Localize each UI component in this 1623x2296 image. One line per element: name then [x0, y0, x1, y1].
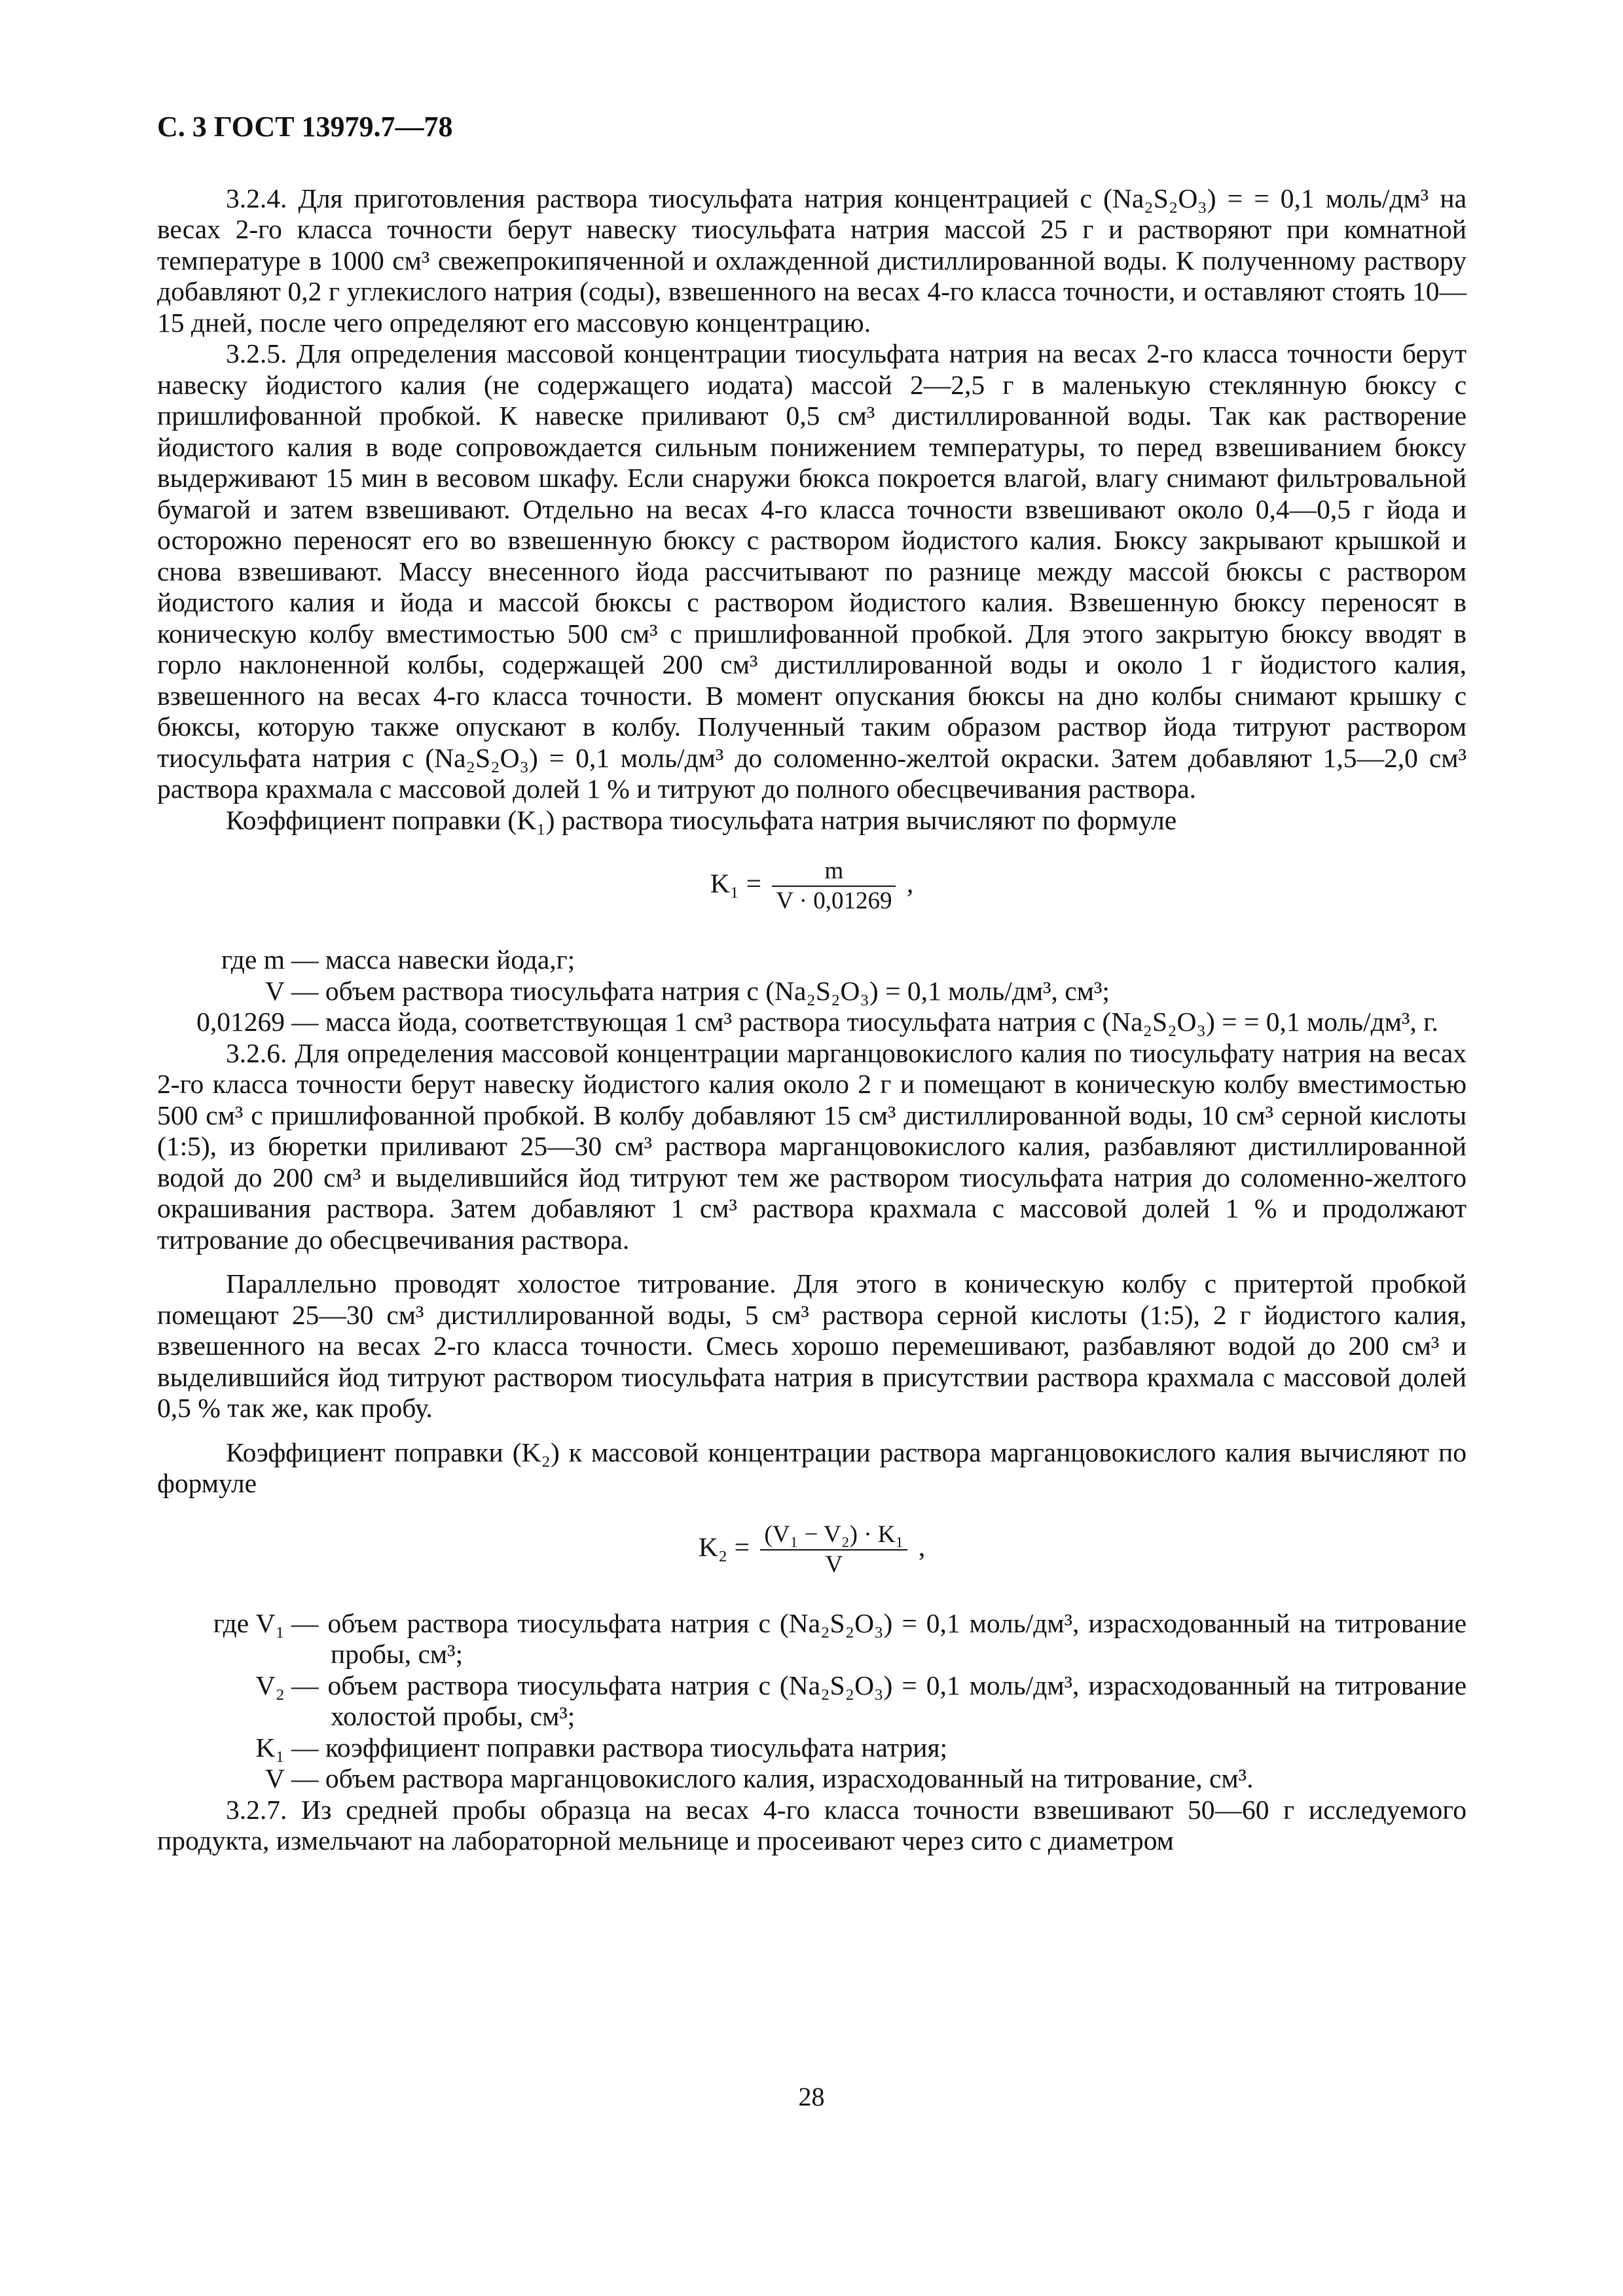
definition-text: — объем раствора тиосульфата натрия c (Na₂S₂O₃) = 0,1 моль/дм³, см³;: [291, 975, 1110, 1006]
formula-k1: [157, 857, 1467, 916]
formula-k1-lhs: K₁ =: [710, 868, 761, 899]
formula-k2-fraction: [760, 1520, 907, 1579]
formula-k1-numerator: m: [772, 857, 896, 887]
page-header: С. 3 ГОСТ 13979.7—78: [157, 111, 453, 143]
paragraph-3-2-6: 3.2.6. Для определения массовой концентрации марганцовокислого калия по тиосульфату натрия на весах 2-го класса точности берут навеску йодистого калия около 2 г и помещают в коническую колбу вместимостью 500 см³ с пришлифованной пробкой. В колбу добавляют 15 см³ дистиллированной воды, 10 см³ серной кислоты (1:5), из бюретки приливают 25—30 см³ раствора марганцовокислого калия, разбавляют дистиллированной водой до 200 см³ и выделившийся йод титруют тем же раствором тиосульфата натрия до соломенно-желтого окрашивания раствора. Затем добавляют 1 см³ раствора крахмала с массовой долей 1 % и продолжают титрование до обесцвечивания раствора.: [157, 1037, 1467, 1255]
paragraph-3-2-4: 3.2.4. Для приготовления раствора тиосульфата натрия концентрацией c (Na₂S₂O₃) = = 0,1 моль/дм³ на весах 2-го класса точности берут навеску тиосульфата натрия массой 25 г и растворяют при комнатной температуре в 1000 см³ свежепрокипяченной и охлажденной дистиллированной воды. К полученному раствору добавляют 0,2 г углекислого натрия (соды), взвешенного на весах 4-го класса точности, и оставляют стоять 10—15 дней, после чего определяют его массовую концентрацию.: [157, 183, 1467, 338]
paragraph-3-2-7: 3.2.7. Из средней пробы образца на весах 4-го класса точности взвешивают 50—60 г исследуемого продукта, измельчают на лабораторной мельнице и просеивают через сито с диаметром: [157, 1794, 1467, 1856]
paragraph-k1-intro: Коэффициент поправки (K₁) раствора тиосульфата натрия вычисляют по формуле: [226, 804, 1177, 835]
formula-k2-denominator: V: [825, 1551, 843, 1578]
definition-text: — объем раствора тиосульфата натрия c (Na₂S₂O₃) = 0,1 моль/дм³, израсходованный на титрование пробы, см³;: [291, 1607, 1467, 1669]
formula-k1-definitions: [157, 944, 1467, 1038]
page-number: 28: [798, 2082, 825, 2111]
definition-term: K₁: [255, 1732, 285, 1763]
formula-k2-definitions: [157, 1608, 1467, 1795]
formula-k1-tail: ,: [906, 868, 914, 899]
definition-term: 0,01269: [196, 1007, 285, 1037]
paragraph-3-2-5: 3.2.5. Для определения массовой концентрации тиосульфата натрия на весах 2-го класса точности берут навеску йодистого калия (не содержащего иодата) массой 2—2,5 г в маленькую стеклянную бюксу с пришлифованной пробкой. К навеске приливают 0,5 см³ дистиллированной воды. Так как растворение йодистого калия в воде сопровождается сильным понижением температуры, то перед взвешиванием бюксу выдерживают 15 мин в весовом шкафу. Если снаружи бюкса покроется влагой, влагу снимают фильтровальной бумагой и затем взвешивают. Отдельно на весах 4-го класса точности взвешивают около 0,4—0,5 г йода и осторожно переносят его во взвешенную бюксу с раствором йодистого калия. Бюксу закрывают крышкой и снова взвешивают. Массу внесенного йода рассчитывают по разнице между массой бюксы с раствором йодистого калия и йода и массой бюксы с раствором йодистого калия. Взвешенную бюксу переносят в коническую колбу вместимостью 500 см³ с пришлифованной пробкой. Для этого закрытую бюксу вводят в горло наклоненной колбы, содержащей 200 см³ дистиллированной воды и около 1 г йодистого калия, взвешенного на весах 4-го класса точности. В момент опускания бюксы на дно колбы снимают крышку с бюксы, которую также опускают в колбу. Полученный таким образом раствор йода титруют раствором тиосульфата натрия c (Na₂S₂O₃) = 0,1 моль/дм³ до соломенно-желтой окраски. Затем добавляют 1,5—2,0 см³ раствора крахмала с массовой долей 1 % и титруют до полного обесцвечивания раствора.: [157, 338, 1467, 804]
definition-text: — масса йода, соответствующая 1 см³ раствора тиосульфата натрия c (Na₂S₂O₃) = = 0,1 моль/дм³, г.: [291, 1007, 1438, 1037]
definition-term: V₂: [255, 1670, 285, 1700]
formula-k2-lhs: K₂ =: [698, 1532, 750, 1562]
formula-k2: [157, 1520, 1467, 1579]
formula-k2-tail: ,: [918, 1532, 926, 1562]
formula-k2-numerator: (V₁ − V₂) · K₁: [760, 1520, 907, 1551]
document-page: [157, 111, 1467, 1857]
definition-text: — объем раствора марганцовокислого калия, израсходованный на титрование, см³.: [291, 1763, 1254, 1793]
definition-term: где V₁: [213, 1607, 285, 1638]
definition-text: — коэффициент поправки раствора тиосульфата натрия;: [291, 1732, 948, 1763]
formula-k1-denominator: V · 0,01269: [776, 888, 892, 914]
paragraph-blank-titration: Параллельно проводят холостое титрование. Для этого в коническую колбу с притертой пробкой помещают 25—30 см³ дистиллированной воды, 5 см³ раствора серной кислоты (1:5), 2 г йодистого калия, взвешенного на весах 2-го класса точности. Смесь хорошо перемешивают, разбавляют водой до 200 см³ и выделившийся йод титруют раствором тиосульфата натрия в присутствии раствора крахмала с массовой долей 0,5 % так же, как пробу.: [157, 1268, 1467, 1423]
definition-term: где m: [221, 944, 285, 975]
definition-term: V: [265, 1763, 285, 1793]
paragraph-k2-intro: Коэффициент поправки (K₂) к массовой концентрации раствора марганцовокислого калия вычисляют по формуле: [157, 1437, 1467, 1498]
formula-k1-fraction: [772, 857, 896, 916]
definition-term: V: [265, 975, 285, 1006]
definition-text: — объем раствора тиосульфата натрия c (Na₂S₂O₃) = 0,1 моль/дм³, израсходованный на титрование холостой пробы, см³;: [291, 1670, 1467, 1731]
definition-text: — масса навески йода,г;: [291, 944, 575, 975]
